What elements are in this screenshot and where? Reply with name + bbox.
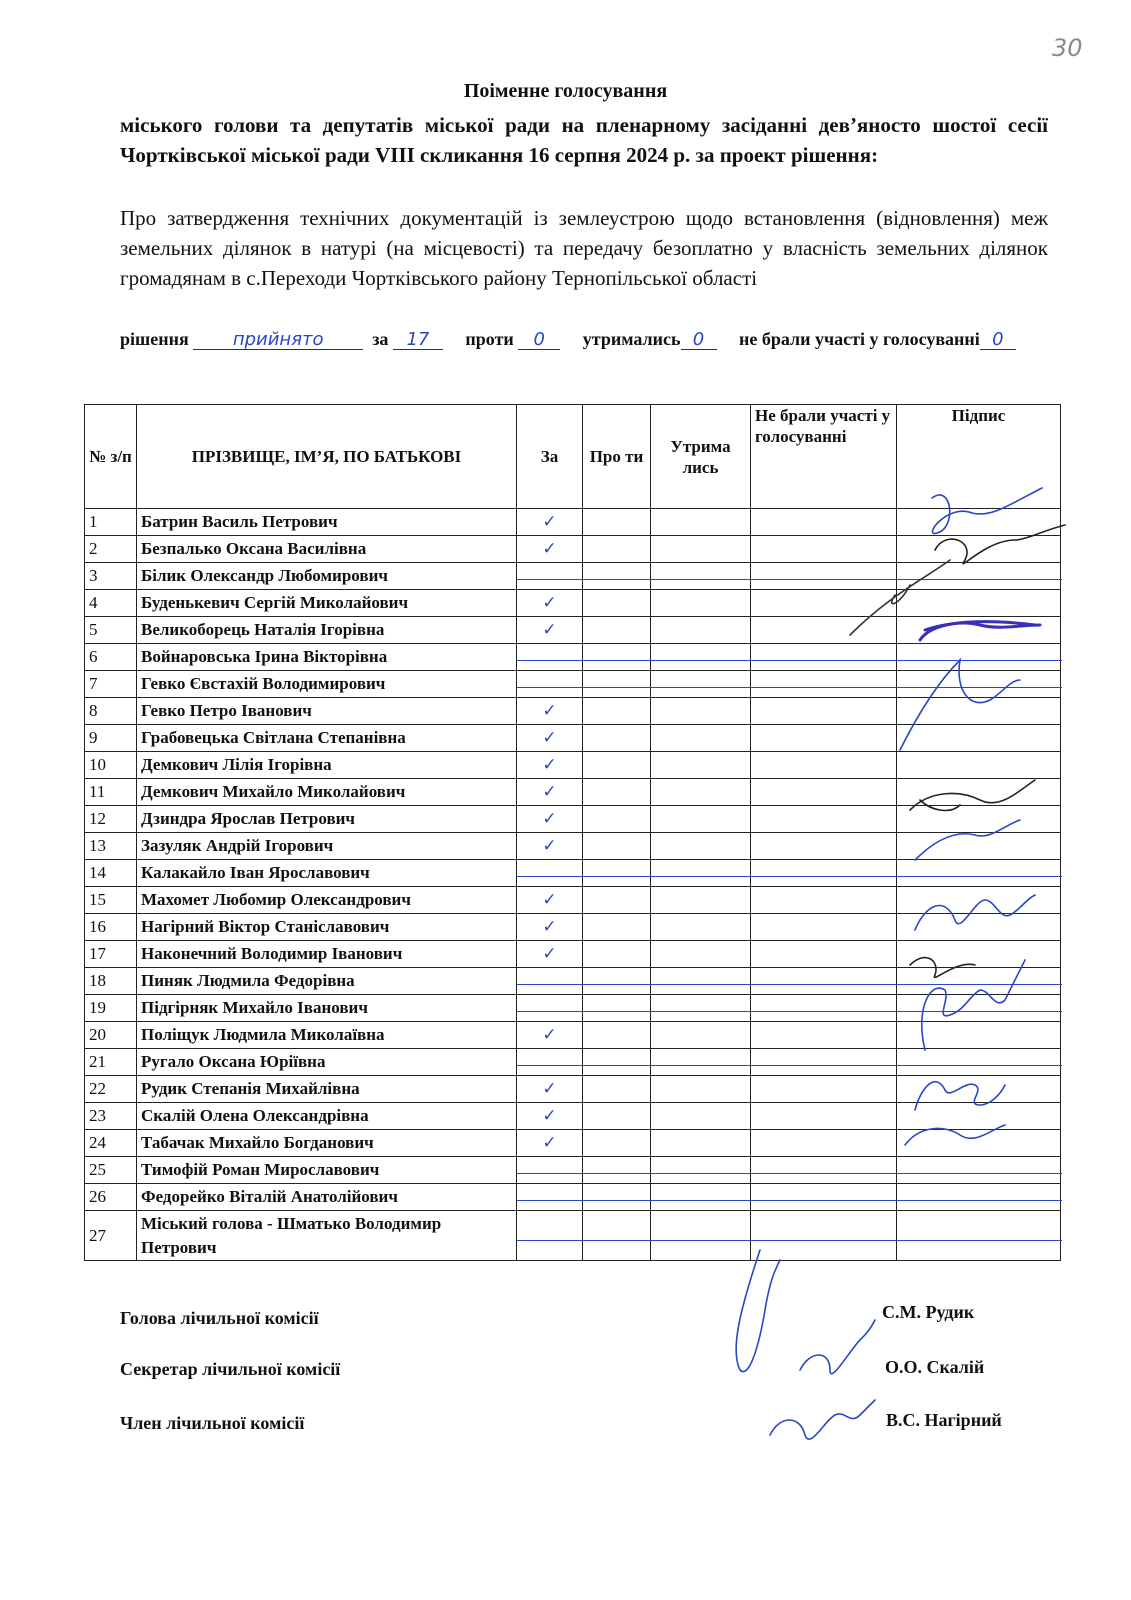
row-name: Гевко Євстахій Володимирович <box>137 671 517 698</box>
roll-call-table <box>84 404 1061 1261</box>
row-number: 19 <box>85 995 137 1022</box>
vote-for-cell <box>517 968 583 995</box>
vote-against-cell <box>583 968 651 995</box>
row-number: 2 <box>85 536 137 563</box>
row-number: 27 <box>85 1211 137 1261</box>
table-row <box>85 1022 1061 1049</box>
signature-cell <box>897 914 1061 941</box>
vote-abstained-cell <box>651 563 751 590</box>
vote-against-cell <box>583 509 651 536</box>
signature-cell <box>897 833 1061 860</box>
check-mark: ✓ <box>542 944 557 964</box>
vote-against-cell <box>583 806 651 833</box>
secretary-label: Секретар лічильної комісії <box>120 1359 341 1379</box>
signature-graphic <box>800 1320 875 1374</box>
signature-cell <box>897 1049 1061 1076</box>
vote-for-cell <box>517 644 583 671</box>
header-against: Про ти <box>583 405 651 509</box>
row-name: Гевко Петро Іванович <box>137 698 517 725</box>
decision-value: прийнято <box>193 331 363 350</box>
row-number: 20 <box>85 1022 137 1049</box>
for-label: за <box>372 329 389 349</box>
table-row <box>85 887 1061 914</box>
vote-not-voted-cell <box>751 860 897 887</box>
table-body <box>85 509 1061 1261</box>
row-name: Зазуляк Андрій Ігорович <box>137 833 517 860</box>
row-number: 3 <box>85 563 137 590</box>
row-name: Рудик Степанія Михайлівна <box>137 1076 517 1103</box>
signature-cell <box>897 671 1061 698</box>
row-number: 18 <box>85 968 137 995</box>
vote-against-cell <box>583 536 651 563</box>
table-row <box>85 1184 1061 1211</box>
vote-against-cell <box>583 833 651 860</box>
vote-against-cell <box>583 941 651 968</box>
vote-for-cell <box>517 806 583 833</box>
vote-against-cell <box>583 671 651 698</box>
row-name: Наконечний Володимир Іванович <box>137 941 517 968</box>
row-name: Демкович Лілія Ігорівна <box>137 752 517 779</box>
row-number: 8 <box>85 698 137 725</box>
vote-against-cell <box>583 860 651 887</box>
table-row <box>85 536 1061 563</box>
vote-against-cell <box>583 644 651 671</box>
vote-for-cell <box>517 671 583 698</box>
vote-abstained-cell <box>651 833 751 860</box>
vote-abstained-cell <box>651 1049 751 1076</box>
vote-abstained-cell <box>651 725 751 752</box>
vote-abstained-cell <box>651 1211 751 1261</box>
row-name: Махомет Любомир Олександрович <box>137 887 517 914</box>
table-row <box>85 617 1061 644</box>
vote-abstained-cell <box>651 644 751 671</box>
signature-graphic <box>770 1400 875 1439</box>
vote-for-cell <box>517 698 583 725</box>
table-row <box>85 968 1061 995</box>
vote-abstained-cell <box>651 1076 751 1103</box>
row-name: Великоборець Наталія Ігорівна <box>137 617 517 644</box>
decision-label: рішення <box>120 329 189 349</box>
header-abstained: Утрима лись <box>651 405 751 509</box>
signature-cell <box>897 806 1061 833</box>
table-row <box>85 590 1061 617</box>
vote-for-cell <box>517 617 583 644</box>
against-value: 0 <box>518 331 560 350</box>
row-name: Войнаровська Ірина Вікторівна <box>137 644 517 671</box>
vote-not-voted-cell <box>751 725 897 752</box>
check-mark: ✓ <box>542 917 557 937</box>
vote-abstained-cell <box>651 941 751 968</box>
member-label: Член лічильної комісії <box>120 1413 305 1433</box>
vote-for-cell <box>517 779 583 806</box>
table-row <box>85 914 1061 941</box>
table-row <box>85 995 1061 1022</box>
row-number: 12 <box>85 806 137 833</box>
vote-abstained-cell <box>651 995 751 1022</box>
row-name: Міський голова - Шматько Володимир Петрович <box>137 1211 517 1261</box>
vote-against-cell <box>583 1184 651 1211</box>
for-value: 17 <box>393 331 443 350</box>
vote-for-cell <box>517 752 583 779</box>
vote-abstained-cell <box>651 779 751 806</box>
check-mark: ✓ <box>542 593 557 613</box>
member-name: В.С. Нагірний <box>886 1410 1002 1430</box>
row-name: Ругало Оксана Юріївна <box>137 1049 517 1076</box>
vote-for-cell <box>517 860 583 887</box>
vote-abstained-cell <box>651 752 751 779</box>
row-name: Скалій Олена Олександрівна <box>137 1103 517 1130</box>
check-mark: ✓ <box>542 512 557 532</box>
chair-name: С.М. Рудик <box>882 1302 975 1322</box>
signature-cell <box>897 617 1061 644</box>
abstained-label: утримались <box>582 329 681 349</box>
vote-for-cell <box>517 887 583 914</box>
table-row <box>85 1103 1061 1130</box>
vote-against-cell <box>583 914 651 941</box>
row-number: 21 <box>85 1049 137 1076</box>
check-mark: ✓ <box>542 890 557 910</box>
row-number: 13 <box>85 833 137 860</box>
row-number: 5 <box>85 617 137 644</box>
vote-for-cell <box>517 1184 583 1211</box>
signature-cell <box>897 698 1061 725</box>
vote-against-cell <box>583 1157 651 1184</box>
vote-not-voted-cell <box>751 1103 897 1130</box>
page-number: 30 <box>1052 34 1083 62</box>
table-row <box>85 1049 1061 1076</box>
row-name: Безпалько Оксана Василівна <box>137 536 517 563</box>
check-mark: ✓ <box>542 1025 557 1045</box>
table-row <box>85 509 1061 536</box>
row-number: 22 <box>85 1076 137 1103</box>
vote-not-voted-cell <box>751 1049 897 1076</box>
vote-abstained-cell <box>651 1103 751 1130</box>
vote-not-voted-cell <box>751 995 897 1022</box>
row-name: Батрин Василь Петрович <box>137 509 517 536</box>
signature-cell <box>897 779 1061 806</box>
vote-not-voted-cell <box>751 617 897 644</box>
vote-for-cell <box>517 509 583 536</box>
vote-not-voted-cell <box>751 563 897 590</box>
vote-against-cell <box>583 1076 651 1103</box>
check-mark: ✓ <box>542 755 557 775</box>
vote-not-voted-cell <box>751 779 897 806</box>
check-mark: ✓ <box>542 620 557 640</box>
check-mark: ✓ <box>542 1106 557 1126</box>
abstained-value: 0 <box>681 331 717 350</box>
signature-cell <box>897 536 1061 563</box>
check-mark: ✓ <box>542 1133 557 1153</box>
header-signature: Підпис <box>897 405 1061 509</box>
signature-cell <box>897 590 1061 617</box>
vote-for-cell <box>517 995 583 1022</box>
vote-abstained-cell <box>651 509 751 536</box>
draft-decision-subject: Про затвердження технічних документацій із землеустрою щодо встановлення (відновлення) меж земельних ділянок в натурі (на місцевості) та передачу безоплатно у власність земельних ділянок громадянам в с.Переходи Чортківського району Тернопільської області <box>120 206 1048 290</box>
vote-abstained-cell <box>651 671 751 698</box>
vote-for-cell <box>517 1211 583 1261</box>
vote-for-cell <box>517 914 583 941</box>
vote-for-cell <box>517 941 583 968</box>
row-number: 11 <box>85 779 137 806</box>
signature-cell <box>897 941 1061 968</box>
against-label: проти <box>465 329 514 349</box>
vote-for-cell <box>517 1022 583 1049</box>
row-name: Буденькевич Сергій Миколайович <box>137 590 517 617</box>
signature-cell <box>897 1022 1061 1049</box>
table-row <box>85 1157 1061 1184</box>
table-row <box>85 671 1061 698</box>
vote-abstained-cell <box>651 1022 751 1049</box>
row-number: 25 <box>85 1157 137 1184</box>
signature-cell <box>897 644 1061 671</box>
vote-for-cell <box>517 1157 583 1184</box>
signature-cell <box>897 752 1061 779</box>
row-name: Табачак Михайло Богданович <box>137 1130 517 1157</box>
row-number: 26 <box>85 1184 137 1211</box>
vote-against-cell <box>583 752 651 779</box>
row-name: Пиняк Людмила Федорівна <box>137 968 517 995</box>
row-number: 24 <box>85 1130 137 1157</box>
signature-cell <box>897 1157 1061 1184</box>
signature-cell <box>897 563 1061 590</box>
vote-abstained-cell <box>651 914 751 941</box>
vote-not-voted-cell <box>751 914 897 941</box>
vote-for-cell <box>517 1076 583 1103</box>
document-heading: міського голови та депутатів міської ради на пленарному засіданні дев’яносто шостої сесії Чортківської міської ради VIII скликання 16 серпня 2024 р. за проект рішення: <box>120 113 1048 167</box>
signature-cell <box>897 509 1061 536</box>
table-row <box>85 779 1061 806</box>
check-mark: ✓ <box>542 782 557 802</box>
table-row <box>85 1130 1061 1157</box>
signature-cell <box>897 1211 1061 1261</box>
check-mark: ✓ <box>542 836 557 856</box>
signature-cell <box>897 725 1061 752</box>
header-name: ПРІЗВИЩЕ, ІМ’Я, ПО БАТЬКОВІ <box>137 405 517 509</box>
vote-abstained-cell <box>651 1184 751 1211</box>
vote-not-voted-cell <box>751 1130 897 1157</box>
table-row <box>85 644 1061 671</box>
vote-against-cell <box>583 1022 651 1049</box>
vote-for-cell <box>517 833 583 860</box>
row-name: Дзиндра Ярослав Петрович <box>137 806 517 833</box>
signature-cell <box>897 1103 1061 1130</box>
check-mark: ✓ <box>542 1079 557 1099</box>
row-number: 15 <box>85 887 137 914</box>
table-row <box>85 1076 1061 1103</box>
table-row <box>85 725 1061 752</box>
row-name: Демкович Михайло Миколайович <box>137 779 517 806</box>
table-row <box>85 833 1061 860</box>
not-voted-value: 0 <box>980 331 1016 350</box>
vote-not-voted-cell <box>751 968 897 995</box>
vote-for-cell <box>517 536 583 563</box>
row-number: 9 <box>85 725 137 752</box>
document-title: Поіменне голосування <box>463 80 668 102</box>
vote-abstained-cell <box>651 1157 751 1184</box>
header-num: № з/п <box>85 405 137 509</box>
vote-not-voted-cell <box>751 1211 897 1261</box>
row-number: 1 <box>85 509 137 536</box>
vote-not-voted-cell <box>751 671 897 698</box>
vote-against-cell <box>583 590 651 617</box>
row-name: Поліщук Людмила Миколаївна <box>137 1022 517 1049</box>
check-mark: ✓ <box>542 809 557 829</box>
vote-not-voted-cell <box>751 1184 897 1211</box>
row-number: 14 <box>85 860 137 887</box>
vote-abstained-cell <box>651 887 751 914</box>
vote-against-cell <box>583 1049 651 1076</box>
vote-for-cell <box>517 1130 583 1157</box>
row-number: 6 <box>85 644 137 671</box>
signature-cell <box>897 1130 1061 1157</box>
vote-abstained-cell <box>651 536 751 563</box>
not-voted-label: не брали участі у голосуванні <box>739 329 980 349</box>
signature-graphic <box>736 1250 780 1372</box>
check-mark: ✓ <box>542 539 557 559</box>
vote-against-cell <box>583 779 651 806</box>
vote-against-cell <box>583 1211 651 1261</box>
check-mark: ✓ <box>542 701 557 721</box>
row-number: 4 <box>85 590 137 617</box>
signature-cell <box>897 860 1061 887</box>
row-name: Федорейко Віталій Анатолійович <box>137 1184 517 1211</box>
vote-not-voted-cell <box>751 1157 897 1184</box>
vote-against-cell <box>583 698 651 725</box>
vote-abstained-cell <box>651 806 751 833</box>
vote-for-cell <box>517 725 583 752</box>
table-row <box>85 860 1061 887</box>
signature-cell <box>897 1184 1061 1211</box>
vote-for-cell <box>517 1103 583 1130</box>
vote-not-voted-cell <box>751 833 897 860</box>
row-number: 17 <box>85 941 137 968</box>
vote-not-voted-cell <box>751 509 897 536</box>
vote-against-cell <box>583 1103 651 1130</box>
vote-for-cell <box>517 563 583 590</box>
row-number: 7 <box>85 671 137 698</box>
vote-not-voted-cell <box>751 698 897 725</box>
row-number: 16 <box>85 914 137 941</box>
vote-abstained-cell <box>651 617 751 644</box>
vote-against-cell <box>583 725 651 752</box>
vote-not-voted-cell <box>751 752 897 779</box>
vote-against-cell <box>583 617 651 644</box>
vote-abstained-cell <box>651 968 751 995</box>
vote-not-voted-cell <box>751 1022 897 1049</box>
vote-not-voted-cell <box>751 536 897 563</box>
vote-not-voted-cell <box>751 590 897 617</box>
vote-abstained-cell <box>651 698 751 725</box>
table-row <box>85 941 1061 968</box>
vote-result-line <box>120 326 1048 352</box>
signature-cell <box>897 1076 1061 1103</box>
row-name: Грабовецька Світлана Степанівна <box>137 725 517 752</box>
table-row <box>85 752 1061 779</box>
vote-against-cell <box>583 563 651 590</box>
vote-not-voted-cell <box>751 644 897 671</box>
row-name: Підгірняк Михайло Іванович <box>137 995 517 1022</box>
row-number: 10 <box>85 752 137 779</box>
row-number: 23 <box>85 1103 137 1130</box>
check-mark: ✓ <box>542 728 557 748</box>
vote-not-voted-cell <box>751 806 897 833</box>
row-name: Нагірний Віктор Станіславович <box>137 914 517 941</box>
vote-abstained-cell <box>651 1130 751 1157</box>
vote-for-cell <box>517 1049 583 1076</box>
signature-cell <box>897 968 1061 995</box>
vote-not-voted-cell <box>751 941 897 968</box>
row-name: Тимофій Роман Мирославович <box>137 1157 517 1184</box>
secretary-name: О.О. Скалій <box>885 1357 985 1377</box>
vote-against-cell <box>583 1130 651 1157</box>
table-row <box>85 563 1061 590</box>
row-name: Калакайло Іван Ярославович <box>137 860 517 887</box>
signature-cell <box>897 887 1061 914</box>
signature-cell <box>897 995 1061 1022</box>
vote-abstained-cell <box>651 590 751 617</box>
table-row <box>85 698 1061 725</box>
table-row <box>85 806 1061 833</box>
header-for: За <box>517 405 583 509</box>
chair-label: Голова лічильної комісії <box>120 1308 319 1328</box>
row-name: Білик Олександр Любомирович <box>137 563 517 590</box>
table-row <box>85 1211 1061 1261</box>
vote-for-cell <box>517 590 583 617</box>
header-not-voted: Не брали участі у голосуванні <box>751 405 897 509</box>
vote-not-voted-cell <box>751 887 897 914</box>
vote-against-cell <box>583 887 651 914</box>
vote-against-cell <box>583 995 651 1022</box>
vote-abstained-cell <box>651 860 751 887</box>
vote-not-voted-cell <box>751 1076 897 1103</box>
